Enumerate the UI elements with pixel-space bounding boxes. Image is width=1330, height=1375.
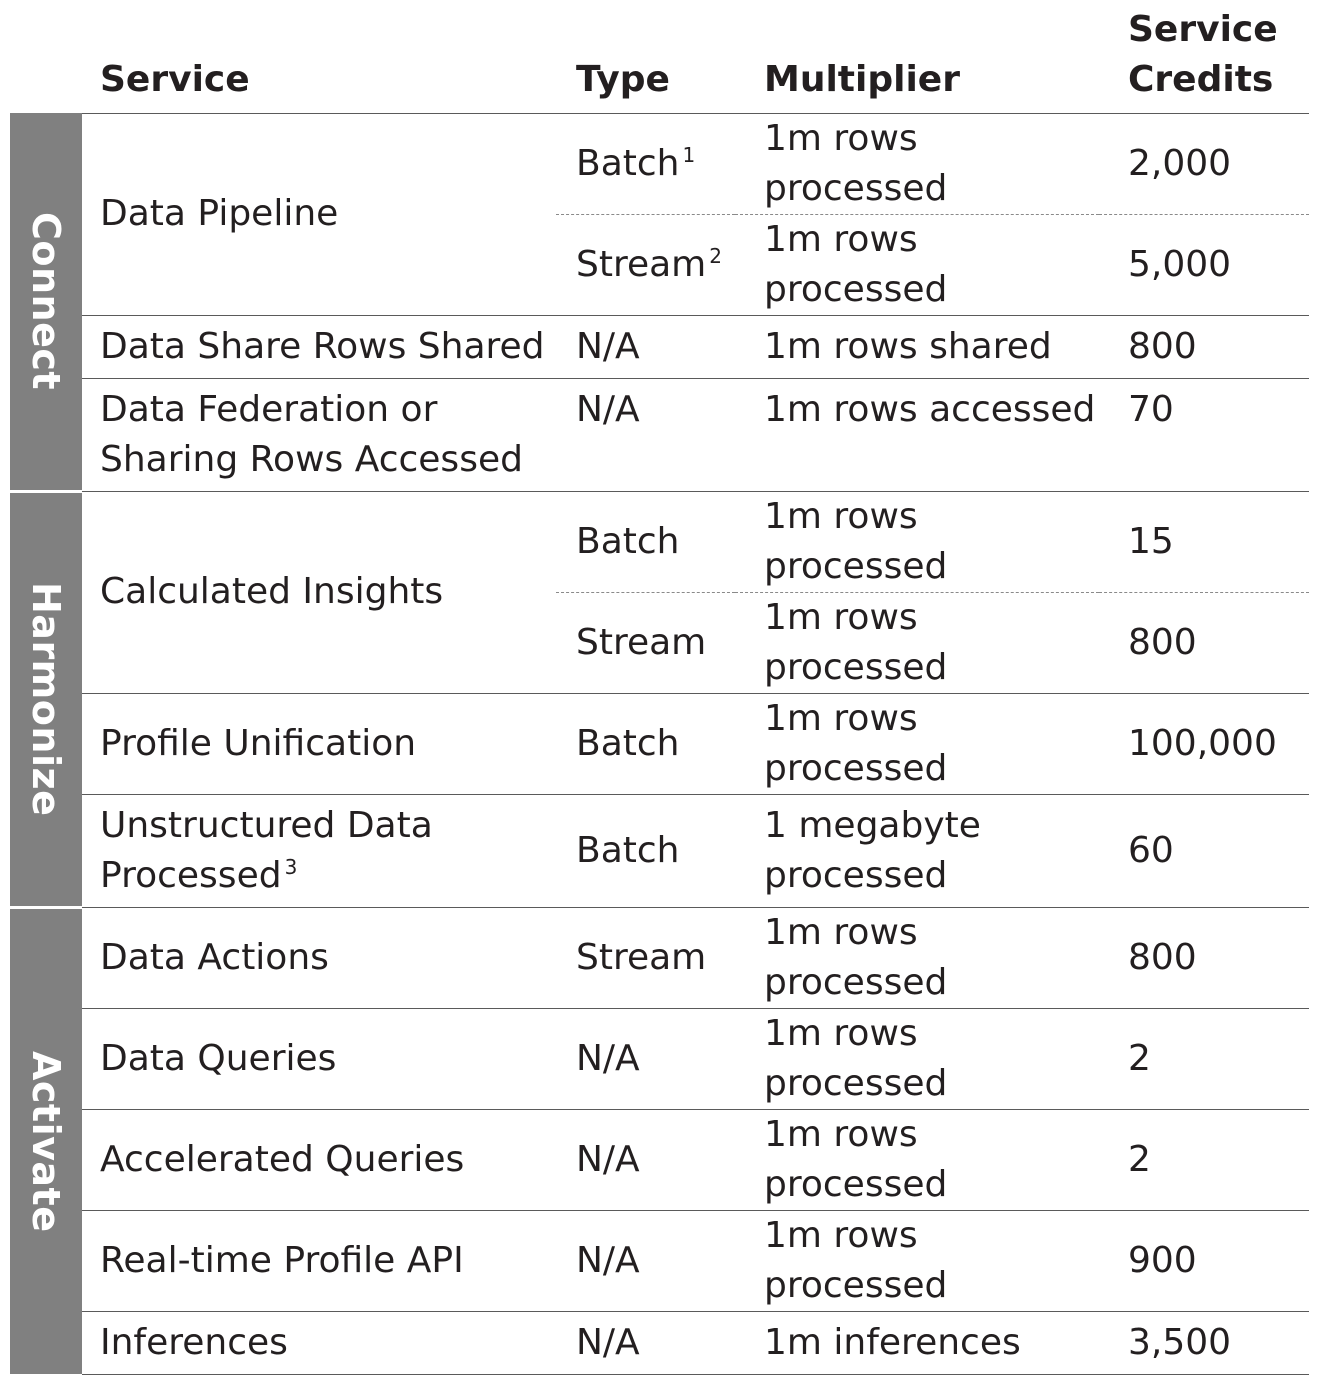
header-credits-line2: Credits [1128, 58, 1274, 100]
table-row [10, 1210, 1309, 1311]
multiplier-cell: 1m rows processed [735, 1210, 1099, 1311]
section-label-harmonize: Harmonize [24, 581, 68, 817]
table-row [10, 315, 1309, 378]
service-cell: Data Share Rows Shared [82, 315, 556, 378]
type-cell: Batch [556, 693, 735, 794]
type-cell: Stream [556, 592, 735, 693]
multiplier-cell: 1m rows shared [735, 315, 1099, 378]
credits-cell: 2,000 [1099, 113, 1309, 214]
type-cell: N/A [556, 315, 735, 378]
service-cell: Inferences [82, 1311, 556, 1374]
table-row [10, 1008, 1309, 1109]
table-row [10, 1311, 1309, 1374]
section-label-connect: Connect [24, 212, 68, 391]
credits-cell: 2 [1099, 1109, 1309, 1210]
section-connect [10, 113, 82, 491]
multiplier-cell: 1m rows processed [735, 1109, 1099, 1210]
service-cell: Data Actions [82, 907, 556, 1008]
type-cell: N/A [556, 1008, 735, 1109]
section-activate [10, 907, 82, 1374]
service-cell: Data Queries [82, 1008, 556, 1109]
credits-cell: 800 [1099, 907, 1309, 1008]
type-cell: Batch [556, 491, 735, 592]
service-cell: Unstructured Data Processed $^3$ [82, 794, 556, 907]
multiplier-cell: 1m inferences [735, 1311, 1099, 1374]
multiplier-cell: 1m rows processed [735, 491, 1099, 592]
credits-cell: 5,000 [1099, 214, 1309, 315]
header-credits-line1: Service [1128, 8, 1278, 50]
type-cell: Stream $^2$ [556, 214, 735, 315]
multiplier-cell: 1 megabyte processed [735, 794, 1099, 907]
service-credits-table-wrapper [10, 0, 1309, 1375]
credits-cell: 60 [1099, 794, 1309, 907]
multiplier-cell: 1m rows processed [735, 592, 1099, 693]
credits-cell: 3,500 [1099, 1311, 1309, 1374]
section-harmonize [10, 491, 82, 907]
table-row [10, 1109, 1309, 1210]
credits-cell: 70 [1099, 378, 1309, 491]
header-service: Service [82, 0, 556, 113]
multiplier-cell: 1m rows processed [735, 113, 1099, 214]
credits-cell: 800 [1099, 592, 1309, 693]
type-cell: N/A [556, 378, 735, 491]
multiplier-cell: 1m rows processed [735, 1008, 1099, 1109]
header-type: Type [556, 0, 735, 113]
type-cell: N/A [556, 1109, 735, 1210]
service-cell: Profile Unification [82, 693, 556, 794]
service-cell: Calculated Insights [82, 491, 556, 693]
footnote-marker: 1 [682, 142, 696, 167]
service-cell: Accelerated Queries [82, 1109, 556, 1210]
header-multiplier: Multiplier [735, 0, 1099, 113]
service-cell: Data Federation or Sharing Rows Accessed [82, 378, 556, 491]
type-cell: N/A [556, 1210, 735, 1311]
multiplier-cell: 1m rows processed [735, 907, 1099, 1008]
type-cell: Batch $^1$ [556, 113, 735, 214]
credits-cell: 15 [1099, 491, 1309, 592]
table-row [10, 113, 1309, 214]
credits-cell: 800 [1099, 315, 1309, 378]
service-cell: Real-time Profile API [82, 1210, 556, 1311]
service-credits-table [10, 0, 1309, 1375]
credits-cell: 900 [1099, 1210, 1309, 1311]
type-cell: Stream [556, 907, 735, 1008]
table-row [10, 378, 1309, 491]
section-label-activate: Activate [24, 1050, 68, 1232]
service-cell: Data Pipeline [82, 113, 556, 315]
header-row [10, 0, 1309, 113]
table-row [10, 794, 1309, 907]
header-section-spacer [10, 0, 82, 113]
multiplier-cell: 1m rows processed [735, 693, 1099, 794]
multiplier-cell: 1m rows accessed [735, 378, 1099, 491]
table-row [10, 907, 1309, 1008]
table-row [10, 693, 1309, 794]
footnote-marker: 3 [284, 854, 298, 879]
credits-cell: 100,000 [1099, 693, 1309, 794]
type-cell: Batch [556, 794, 735, 907]
footnote-marker: 2 [709, 243, 722, 268]
table-row [10, 491, 1309, 592]
header-service-credits [1099, 0, 1309, 113]
multiplier-cell: 1m rows processed [735, 214, 1099, 315]
type-cell: N/A [556, 1311, 735, 1374]
credits-cell: 2 [1099, 1008, 1309, 1109]
